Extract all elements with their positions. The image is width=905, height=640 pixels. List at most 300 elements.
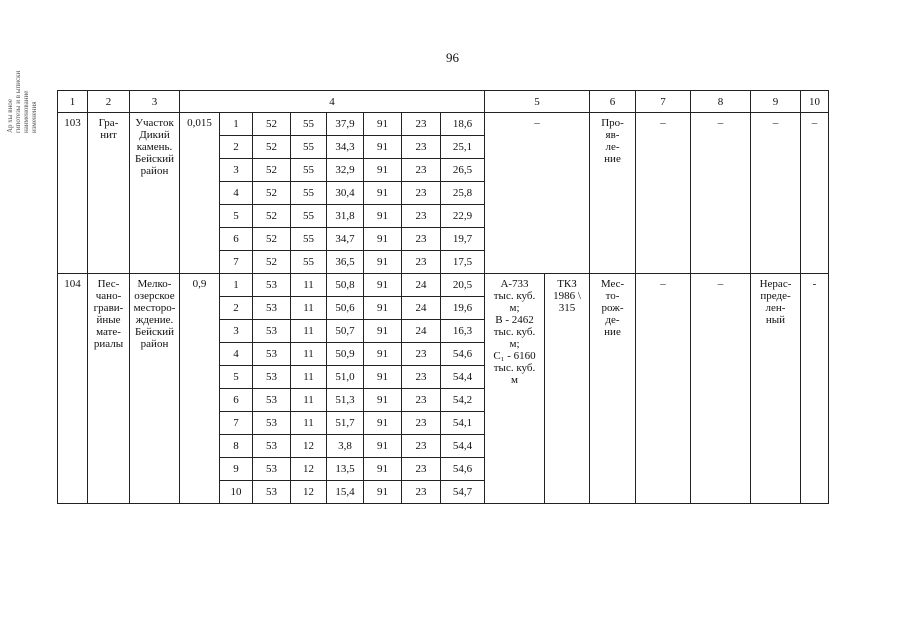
coordinate-cell-text: 55 [303,187,314,199]
coordinate-cell [253,412,291,435]
coordinate-cell [291,435,327,458]
coordinate-cell-text: 53 [266,348,277,360]
coordinate-cell [291,366,327,389]
coordinate-cell [253,458,291,481]
coordinate-cell-text: 34,7 [335,233,355,245]
coordinate-cell-text: 13,5 [335,463,355,475]
coordinate-cell [402,343,441,366]
coordinate-cell-text: 31,8 [335,210,355,222]
coordinate-cell [291,251,327,274]
coordinate-cell-text: 91 [377,164,388,176]
coordinate-cell [220,320,253,343]
coordinate-cell-text: 8 [233,440,239,452]
coordinate-cell-text: 5 [233,210,239,222]
coordinate-cell-text: 23 [415,187,427,199]
deposit-number-cell [58,113,88,274]
coordinate-cell [364,366,402,389]
coordinate-cell [364,136,402,159]
coordinate-cell [327,182,364,205]
coordinate-cell [291,182,327,205]
coordinate-cell [220,435,253,458]
coordinate-cell [402,481,441,504]
coordinate-cell-text: 23 [415,440,427,452]
coordinate-cell [291,297,327,320]
coordinate-cell-text: 53 [266,417,277,429]
coordinate-cell [327,159,364,182]
material-cell [88,274,130,504]
coordinate-cell [441,435,485,458]
archive-stamp [6,18,44,133]
coordinate-cell [364,412,402,435]
coordinate-cell [364,435,402,458]
deposit-type-cell [590,274,636,504]
coordinate-cell [220,343,253,366]
coordinate-cell [441,251,485,274]
coordinate-cell-text: 52 [266,233,277,245]
area-cell [180,274,220,504]
coordinate-cell-text: 12 [303,463,314,475]
coordinate-cell [402,113,441,136]
coordinate-cell [327,320,364,343]
coordinate-cell-text: 6 [233,233,239,245]
coordinate-cell [291,205,327,228]
area-cell-text: 0,9 [192,278,207,290]
coordinate-cell [253,251,291,274]
coordinate-cell [402,297,441,320]
coordinate-cell-text: 9 [233,463,239,475]
coordinate-cell-text: 25,1 [452,141,473,153]
col8-cell [691,274,751,504]
coordinate-cell-text: 23 [415,417,427,429]
coordinate-cell [441,182,485,205]
coordinate-cell [441,320,485,343]
material-cell-text: Гра- нит [98,117,119,141]
table-row [58,113,829,136]
coordinate-cell [220,182,253,205]
coordinate-cell [441,481,485,504]
coordinate-cell-text: 5 [233,371,239,383]
coordinate-cell-text: 23 [415,486,427,498]
col10-cell-text: – [811,117,818,129]
coordinate-cell-text: 91 [377,256,388,268]
coordinate-cell-text: 53 [266,394,277,406]
coordinate-cell-text: 54,6 [452,348,473,360]
col7-cell-text: – [660,278,666,290]
coordinate-cell [402,205,441,228]
stamp-line: Ар хы вное [6,98,14,133]
coordinate-cell [327,458,364,481]
coordinate-cell-text: 23 [415,118,427,130]
coordinate-cell [441,159,485,182]
coordinate-cell-text: 91 [377,233,388,245]
tkz-cell [545,274,590,504]
coordinate-cell-text: 52 [266,210,277,222]
coordinate-cell [441,228,485,251]
coordinate-cell-text: 18,6 [452,118,473,130]
coordinate-cell-text: 91 [377,371,388,383]
coordinate-cell-text: 10 [230,486,242,498]
coordinate-cell-text: 23 [415,210,427,222]
coordinate-cell-text: 54,4 [452,440,473,452]
coordinate-cell [402,228,441,251]
col10-cell [801,274,829,504]
coordinate-cell [253,435,291,458]
col9-cell-text: Нерас- преде- лен- ный [759,278,792,326]
material-cell [88,113,130,274]
coordinate-cell [291,274,327,297]
coordinate-cell [441,205,485,228]
coordinate-cell [327,274,364,297]
coordinate-cell-text: 55 [303,233,314,245]
location-cell [130,113,180,274]
coordinate-cell-text: 23 [415,233,427,245]
coordinate-cell-text: 50,8 [335,279,355,291]
coordinate-cell-text: 7 [233,256,239,268]
header-cell: 9 [751,91,801,113]
page-number: 96 [446,50,459,65]
coordinate-cell [364,228,402,251]
coordinate-cell-text: 91 [377,279,388,291]
coordinate-cell [291,136,327,159]
coordinate-cell-text: 7 [233,417,239,429]
coordinate-cell [253,481,291,504]
coordinate-cell-text: 50,6 [335,302,355,314]
col9-cell [751,113,801,274]
coordinate-cell-text: 91 [377,210,388,222]
deposit-number-cell-text: 103 [64,117,81,129]
col9-cell-text: – [772,117,779,129]
header-row [58,91,829,113]
reserves-cell [485,274,545,504]
coordinate-cell [327,366,364,389]
coordinate-cell [327,205,364,228]
deposits-table [57,90,829,504]
coordinate-cell [364,320,402,343]
coordinate-cell-text: 11 [303,302,314,314]
coordinate-cell-text: 53 [266,302,277,314]
coordinate-cell-text: 52 [266,141,277,153]
coordinate-cell [364,343,402,366]
coordinate-cell-text: 54,6 [452,463,473,475]
coordinate-cell-text: 91 [377,486,388,498]
coordinate-cell-text: 11 [303,348,314,360]
coordinate-cell [220,366,253,389]
col8-cell-text: – [717,117,724,129]
coordinate-cell [220,159,253,182]
coordinate-cell-text: 55 [303,164,314,176]
header-cell: 6 [590,91,636,113]
coordinate-cell-text: 51,3 [335,394,355,406]
coordinate-cell-text: 54,4 [452,371,473,383]
coordinate-cell [364,458,402,481]
coordinate-cell-text: 19,6 [452,302,473,314]
reserves-cell-text: А-733 тыс. куб. м; В - 2462 тыс. куб. м; C₁ - 6160 тыс. куб. м [493,278,536,386]
coordinate-cell [364,274,402,297]
coordinate-cell [253,113,291,136]
coordinate-cell-text: 34,3 [335,141,355,153]
col10-cell [801,113,829,274]
coordinate-cell-text: 91 [377,394,388,406]
coordinate-cell-text: 23 [415,348,427,360]
col9-cell [751,274,801,504]
coordinate-cell [327,481,364,504]
coordinate-cell [291,458,327,481]
area-cell [180,113,220,274]
coordinate-cell-text: 54,7 [452,486,473,498]
coordinate-cell-text: 53 [266,279,277,291]
coordinate-cell-text: 55 [303,256,314,268]
coordinate-cell-text: 15,4 [335,486,355,498]
coordinate-cell [402,366,441,389]
coordinate-cell [327,251,364,274]
coordinate-cell-text: 20,5 [452,279,473,291]
coordinate-cell [291,228,327,251]
header-cell: 2 [88,91,130,113]
coordinate-cell [291,113,327,136]
coordinate-cell [220,297,253,320]
header-cell: 5 [485,91,590,113]
col7-cell-text: – [660,117,666,129]
coordinate-cell [441,113,485,136]
coordinate-cell-text: 12 [303,486,314,498]
header-cell: 4 [180,91,485,113]
coordinate-cell-text: 53 [266,463,277,475]
coordinate-cell [402,412,441,435]
coordinate-cell-text: 1 [233,118,239,130]
coordinate-cell [327,228,364,251]
coordinate-cell-text: 3 [233,164,239,176]
coordinate-cell-text: 17,5 [452,256,473,268]
col8-cell [691,113,751,274]
reserves-cell-text: – [534,117,540,129]
coordinate-cell-text: 3,8 [338,440,352,452]
deposit-type-cell [590,113,636,274]
coordinate-cell [327,297,364,320]
coordinate-cell-text: 37,9 [335,118,355,130]
coordinate-cell-text: 12 [303,440,314,452]
col10-cell-text: - [812,278,817,290]
coordinate-cell-text: 53 [266,325,277,337]
coordinate-cell-text: 4 [233,348,239,360]
coordinate-cell [253,389,291,412]
table-row [58,274,829,297]
coordinate-cell-text: 52 [266,164,277,176]
coordinate-cell [441,136,485,159]
coordinate-cell [402,274,441,297]
coordinate-cell-text: 55 [303,141,314,153]
coordinate-cell [291,412,327,435]
coordinate-cell-text: 91 [377,302,388,314]
coordinate-cell [327,136,364,159]
tkz-cell-text: ТКЗ 1986 \ 315 [553,278,581,314]
coordinate-cell [327,435,364,458]
coordinate-cell-text: 30,4 [335,187,355,199]
coordinate-cell-text: 11 [303,394,314,406]
coordinate-cell-text: 52 [266,187,277,199]
header-cell: 3 [130,91,180,113]
header-cell: 1 [58,91,88,113]
coordinate-cell [220,389,253,412]
coordinate-cell-text: 91 [377,440,388,452]
coordinate-cell [364,297,402,320]
coordinate-cell [364,159,402,182]
coordinate-cell-text: 4 [233,187,239,199]
coordinate-cell [220,205,253,228]
location-cell [130,274,180,504]
coordinate-cell [402,435,441,458]
coordinate-cell-text: 22,9 [452,210,473,222]
coordinate-cell-text: 91 [377,417,388,429]
stamp-line: наименование [22,90,30,133]
coordinate-cell [291,481,327,504]
coordinate-cell-text: 51,0 [335,371,355,383]
coordinate-cell-text: 11 [303,417,314,429]
coordinate-cell-text: 25,8 [452,187,473,199]
coordinate-cell-text: 23 [415,463,427,475]
coordinate-cell-text: 54,2 [452,394,473,406]
coordinate-cell-text: 91 [377,348,388,360]
coordinate-cell-text: 24 [415,279,427,291]
material-cell-text: Пес- чано- грави- йные мате- риалы [93,278,124,350]
stamp-line: изменения [30,101,38,133]
coordinate-cell [364,205,402,228]
coordinate-cell-text: 50,7 [335,325,355,337]
coordinate-cell-text: 91 [377,141,388,153]
header-cell: 8 [691,91,751,113]
coordinate-cell [253,182,291,205]
coordinate-cell [327,412,364,435]
coordinate-cell [220,113,253,136]
coordinate-cell [253,136,291,159]
coordinate-cell [291,343,327,366]
coordinate-cell [220,136,253,159]
coordinate-cell [253,320,291,343]
deposit-number-cell-text: 104 [64,278,81,290]
coordinate-cell [291,159,327,182]
coordinate-cell-text: 36,5 [335,256,355,268]
coordinate-cell [253,205,291,228]
coordinate-cell [402,458,441,481]
col7-cell [636,274,691,504]
col8-cell-text: – [717,278,724,290]
coordinate-cell [402,389,441,412]
coordinate-cell-text: 23 [415,141,427,153]
coordinate-cell [402,136,441,159]
coordinate-cell [291,320,327,343]
coordinate-cell [441,343,485,366]
coordinate-cell-text: 91 [377,187,388,199]
coordinate-cell [327,343,364,366]
reserves-cell [485,113,590,274]
coordinate-cell-text: 2 [233,302,239,314]
coordinate-cell [402,251,441,274]
coordinate-cell [220,412,253,435]
coordinate-cell [220,274,253,297]
coordinate-cell-text: 91 [377,325,388,337]
coordinate-cell-text: 23 [415,164,427,176]
coordinate-cell [441,389,485,412]
coordinate-cell-text: 55 [303,210,314,222]
stamp-line: гипотезы и в ыписки [14,70,22,133]
coordinate-cell [364,251,402,274]
coordinate-cell [441,297,485,320]
coordinate-cell-text: 54,1 [452,417,473,429]
location-cell-text: Участок Дикий камень. Бейский район [134,117,175,177]
coordinate-cell [402,159,441,182]
coordinate-cell-text: 52 [266,118,277,130]
coordinate-cell-text: 53 [266,440,277,452]
header-cell: 7 [636,91,691,113]
coordinate-cell-text: 11 [303,325,314,337]
coordinate-cell-text: 32,9 [335,164,355,176]
coordinate-cell-text: 11 [303,371,314,383]
coordinate-cell-text: 24 [415,302,427,314]
coordinate-cell [220,481,253,504]
deposit-type-cell-text: Про- яв- ле- ние [601,117,624,165]
coordinate-cell [364,182,402,205]
coordinate-cell-text: 24 [415,325,427,337]
coordinate-cell [253,159,291,182]
coordinate-cell-text: 91 [377,118,388,130]
coordinate-cell-text: 19,7 [452,233,473,245]
coordinate-cell-text: 6 [233,394,239,406]
coordinate-cell-text: 50,9 [335,348,355,360]
coordinate-cell-text: 52 [266,256,277,268]
coordinate-cell-text: 26,5 [452,164,473,176]
col7-cell [636,113,691,274]
coordinate-cell-text: 23 [415,394,427,406]
coordinate-cell-text: 23 [415,371,427,383]
coordinate-cell-text: 16,3 [452,325,473,337]
coordinate-cell-text: 11 [303,279,314,291]
coordinate-cell [253,366,291,389]
coordinate-cell-text: 55 [303,118,314,130]
deposit-type-cell-text: Мес- то- рож- де- ние [600,278,625,338]
area-cell-text: 0,015 [187,117,212,129]
coordinate-cell-text: 53 [266,371,277,383]
coordinate-cell [364,389,402,412]
coordinate-cell-text: 23 [415,256,427,268]
coordinate-cell-text: 1 [233,279,239,291]
coordinate-cell-text: 91 [377,463,388,475]
coordinate-cell [402,182,441,205]
header-cell: 10 [801,91,829,113]
coordinate-cell [441,366,485,389]
coordinate-cell-text: 51,7 [335,417,355,429]
location-cell-text: Мелко- озерское месторо- ждение. Бейский район [133,278,176,350]
coordinate-cell [253,343,291,366]
coordinate-cell [220,458,253,481]
coordinate-cell [364,113,402,136]
coordinate-cell-text: 53 [266,486,277,498]
coordinate-cell-text: 2 [233,141,239,153]
coordinate-cell [253,228,291,251]
coordinate-cell [441,458,485,481]
deposit-number-cell [58,274,88,504]
coordinate-cell [364,481,402,504]
coordinate-cell-text: 3 [233,325,239,337]
coordinate-cell [402,320,441,343]
coordinate-cell [327,113,364,136]
coordinate-cell [220,228,253,251]
coordinate-cell [253,274,291,297]
coordinate-cell [327,389,364,412]
coordinate-cell [441,412,485,435]
coordinate-cell [441,274,485,297]
coordinate-cell [220,251,253,274]
coordinate-cell [253,297,291,320]
coordinate-cell [291,389,327,412]
